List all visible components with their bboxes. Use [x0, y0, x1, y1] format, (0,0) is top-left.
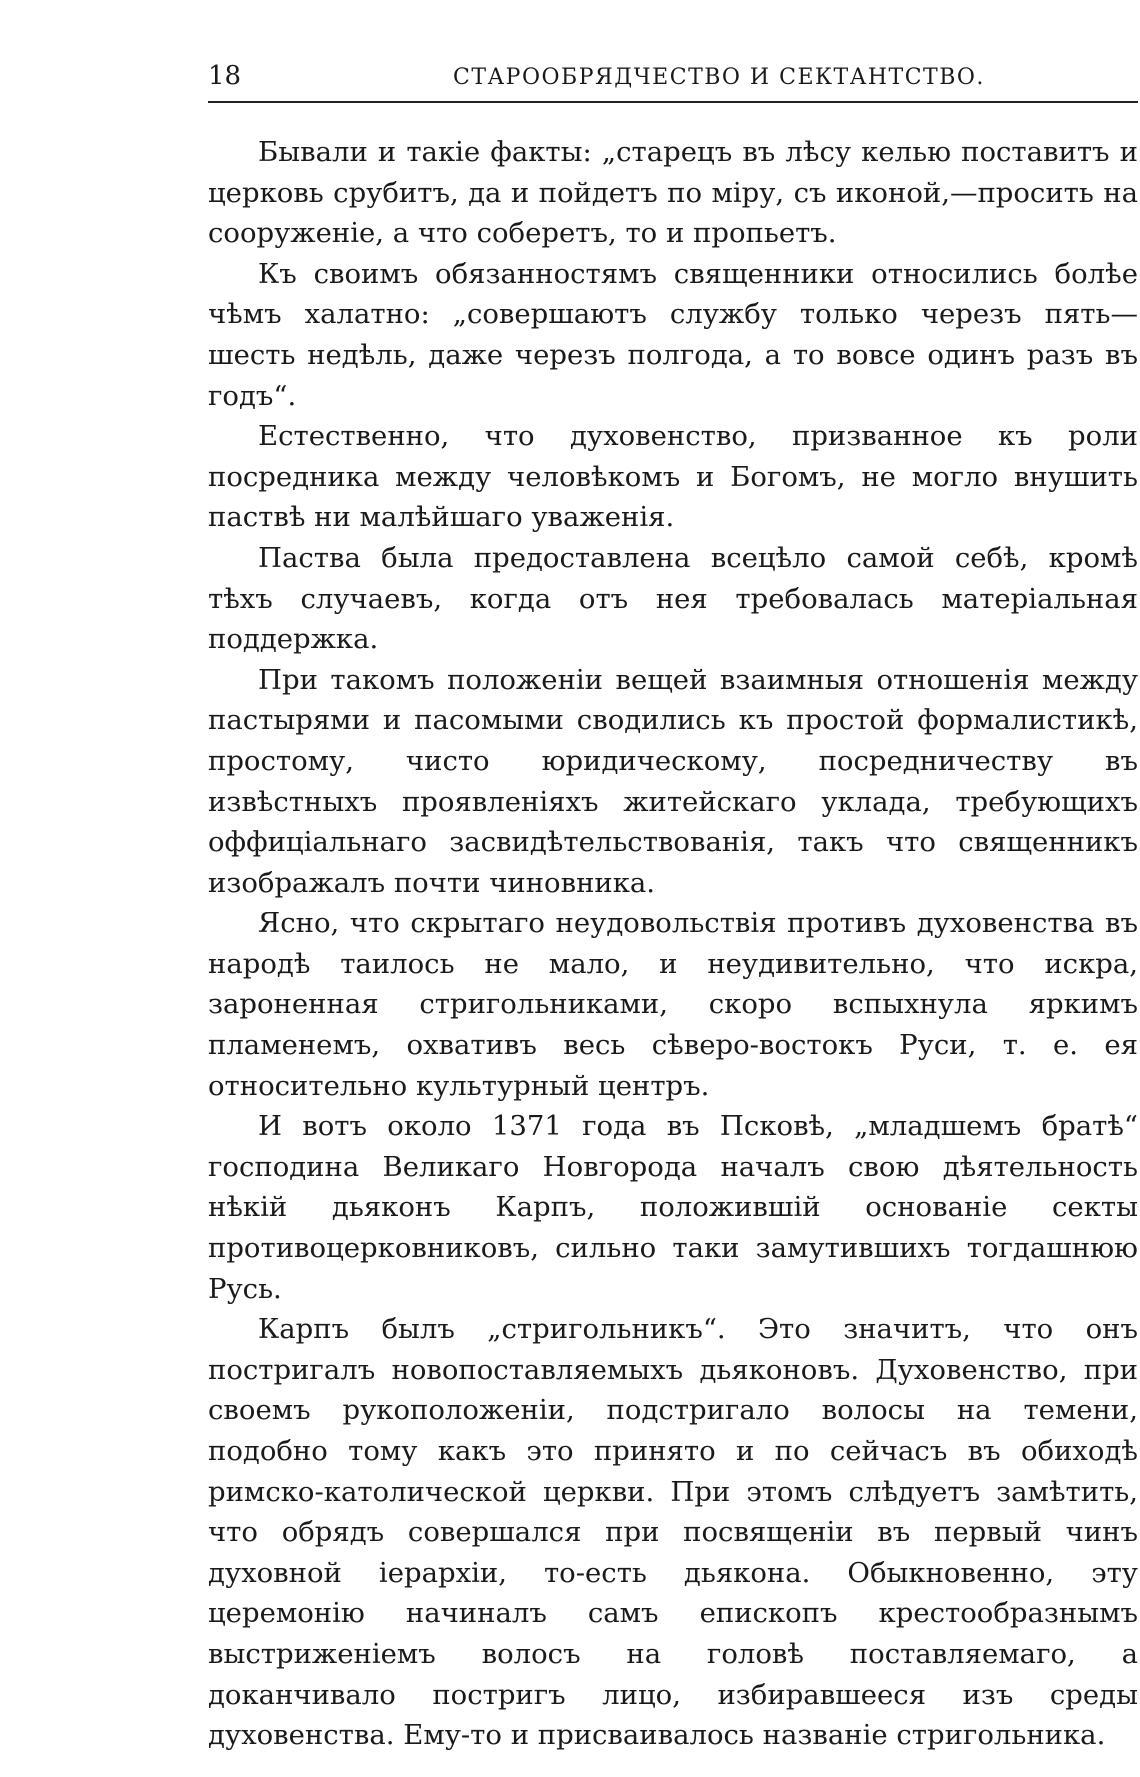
paragraph: Бывали и такіе факты: „старецъ въ лѣсу келью поставитъ и церковь срубитъ, да и пойдетъ по міру, съ иконой,—просить на сооруженіе, а что соберетъ, то и пропьетъ.	[208, 136, 1138, 250]
paragraph: И вотъ около 1371 года въ Псковѣ, „младшемъ братѣ“ господина Великаго Новгорода началъ свою дѣятельность нѣкій дьяконъ Карпъ, положившій основаніе секты противоцерковниковъ, сильно таки замутившихъ тогдашнюю Русь.	[208, 1110, 1138, 1305]
page-number: 18	[208, 61, 242, 91]
paragraph: Паства была предоставлена всецѣло самой себѣ, кромѣ тѣхъ случаевъ, когда отъ нея требовалась матеріальная поддержка.	[208, 541, 1138, 656]
paragraph: Ясно, что скрытаго неудовольствія противъ духовенства въ народѣ таилось не мало, и неудивительно, что искра, зароненная стригольниками, скоро вспыхнула яркимъ пламенемъ, охвативъ весь сѣверо-востокъ Руси, т. е. ея относительно культурный центръ.	[208, 907, 1138, 1102]
paragraph: Къ своимъ обязанностямъ священники относились болѣе чѣмъ халатно: „совершаютъ службу только черезъ пять—шесть недѣль, даже черезъ полгода, а то вовсе одинъ разъ въ годъ“.	[208, 257, 1138, 412]
body-text	[208, 132, 1138, 1756]
paragraph: Естественно, что духовенство, призванное къ роли посредника между человѣкомъ и Богомъ, не могло внушить паствѣ ни малѣйшаго уваженія.	[208, 420, 1138, 534]
page-header	[208, 56, 1138, 96]
header-rule	[208, 101, 1138, 103]
paragraph: Карпъ былъ „стригольникъ“. Это значитъ, что онъ постригалъ новопоставляемыхъ дьяконовъ. Духовенство, при своемъ рукоположеніи, подстригало волосы на темени, подобно тому какъ это принято и по сейчасъ въ обиходѣ римско-католической церкви. При этомъ слѣдуетъ замѣтить, что обрядъ совершался при посвященіи въ первый чинъ духовной іерархіи, то-есть дьякона. Обыкновенно, эту церемонію начиналъ самъ епископъ крестообразнымъ выстриженіемъ волосъ на головѣ поставляемаго, а доканчивало постригъ лицо, избиравшееся изъ среды духовенства. Ему-то и присваивалось названіе стригольника.	[208, 1313, 1138, 1752]
running-title: СТАРООБРЯДЧЕСТВО И СЕКТАНТСТВО.	[453, 65, 985, 90]
paragraph: При такомъ положеніи вещей взаимныя отношенія между пастырями и пасомыми сводились къ простой формалистикѣ, простому, чисто юридическому, посредничеству въ извѣстныхъ проявленіяхъ житейскаго уклада, требующихъ оффиціальнаго засвидѣтельствованія, такъ что священникъ изображалъ почти чиновника.	[208, 663, 1138, 899]
